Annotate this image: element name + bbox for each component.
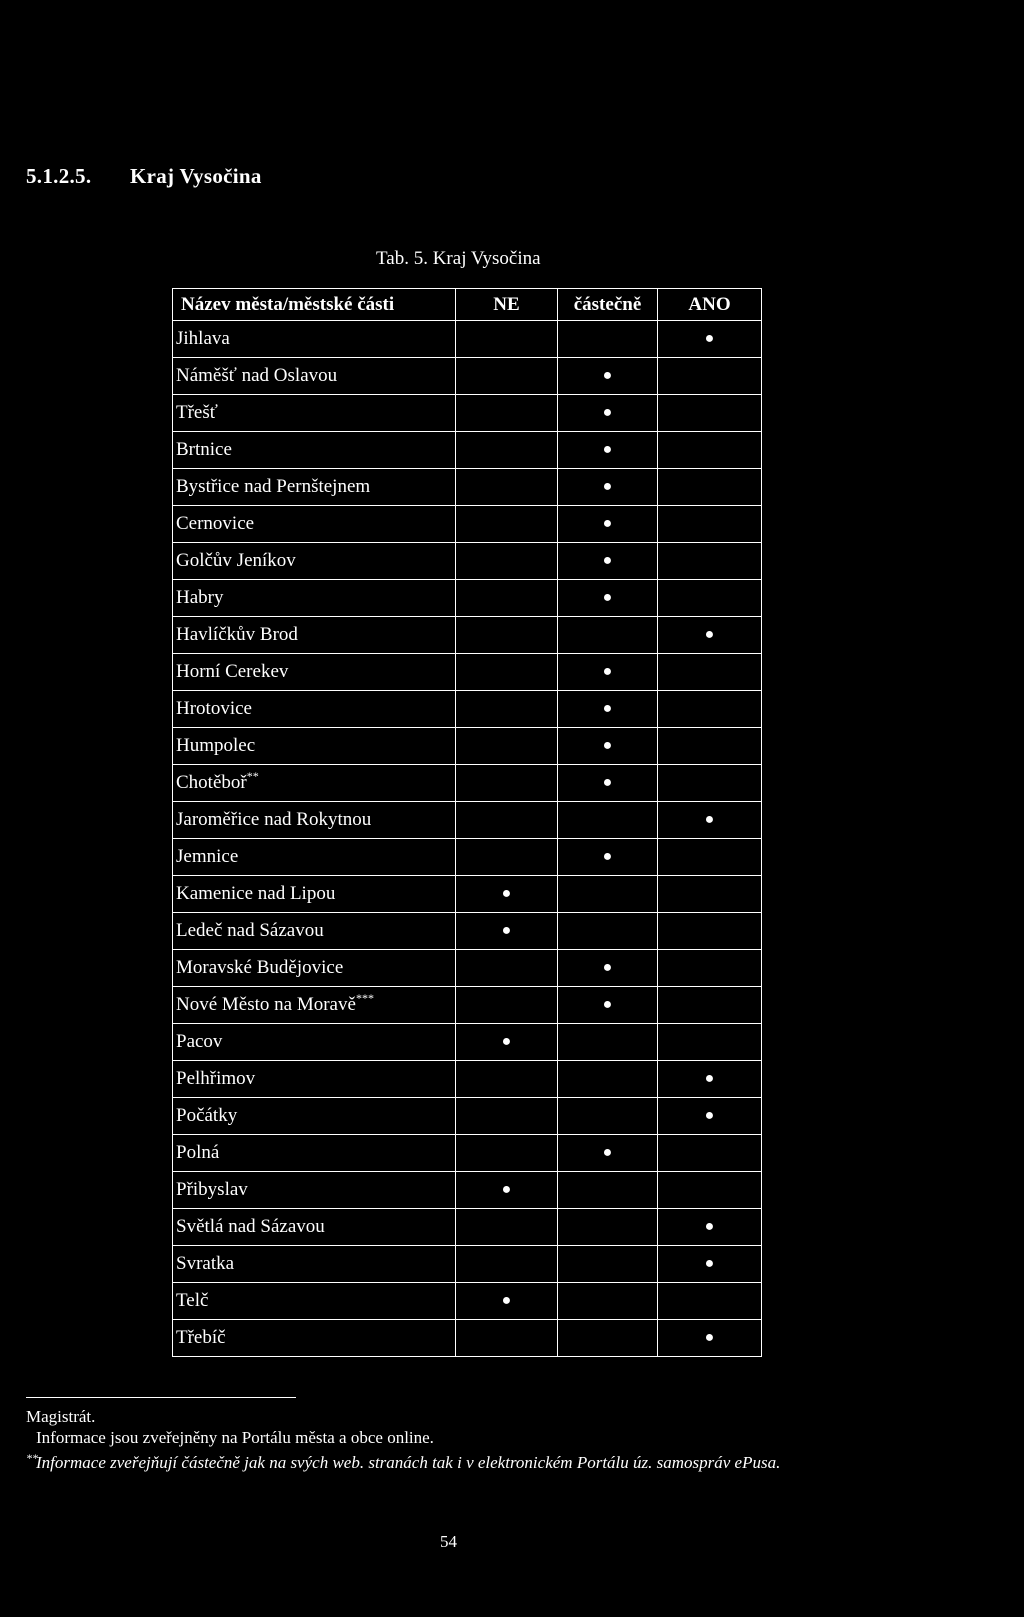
footnote-text: Informace zveřejňují částečně jak na svých web. stranách tak i v elektronickém Portálu úz. samospráv ePusa. (36, 1453, 781, 1472)
dot-mark-icon: ● (602, 774, 613, 791)
city-name-cell (173, 321, 456, 358)
city-name-cell (173, 728, 456, 765)
dot-mark-icon: ● (704, 1255, 715, 1272)
cell-ano (658, 987, 762, 1024)
city-name: Ledeč nad Sázavou (176, 920, 324, 941)
cell-castecne (558, 765, 658, 802)
cell-ne (456, 987, 558, 1024)
cell-ne (456, 1209, 558, 1246)
table-row (173, 1172, 762, 1209)
cell-ano (658, 469, 762, 506)
cell-ano (658, 950, 762, 987)
city-name-cell (173, 1283, 456, 1320)
dot-mark-icon: ● (602, 700, 613, 717)
dot-mark-icon: ● (602, 959, 613, 976)
footnote-marker: ** (246, 769, 259, 783)
city-name-cell (173, 1061, 456, 1098)
table-row (173, 691, 762, 728)
cell-ano (658, 802, 762, 839)
cell-ano (658, 543, 762, 580)
cell-ano (658, 1098, 762, 1135)
city-name-cell (173, 691, 456, 728)
table-row (173, 950, 762, 987)
city-name: Přibyslav (176, 1179, 248, 1200)
table-caption: Tab. 5. Kraj Vysočina (376, 248, 541, 269)
footnote (26, 1406, 780, 1427)
city-name-cell (173, 1024, 456, 1061)
city-name-cell (173, 1172, 456, 1209)
city-name-cell (173, 1320, 456, 1357)
dot-mark-icon: ● (704, 330, 715, 347)
city-name: Pelhřimov (176, 1068, 256, 1089)
footnote-text: Magistrát. (26, 1407, 96, 1426)
city-name: Chotěboř (176, 772, 247, 793)
table-row (173, 469, 762, 506)
cell-ne (456, 432, 558, 469)
table-row (173, 321, 762, 358)
table-row (173, 395, 762, 432)
cell-ne (456, 1172, 558, 1209)
cell-castecne (558, 987, 658, 1024)
table-row (173, 839, 762, 876)
cell-ano (658, 1024, 762, 1061)
cell-ano (658, 1320, 762, 1357)
table-row (173, 1320, 762, 1357)
cell-castecne (558, 1061, 658, 1098)
cell-ne (456, 876, 558, 913)
dot-mark-icon: ● (602, 589, 613, 606)
city-name: Jemnice (176, 846, 239, 867)
header-ano: ANO (658, 289, 762, 321)
cell-castecne (558, 580, 658, 617)
footnote-text: Informace jsou zveřejněny na Portálu města a obce online. (36, 1428, 434, 1447)
city-name: Humpolec (176, 735, 256, 756)
cell-ano (658, 728, 762, 765)
city-name-cell (173, 913, 456, 950)
table-header-row (173, 289, 762, 321)
cell-ano (658, 1283, 762, 1320)
table-row (173, 1024, 762, 1061)
cell-ano (658, 580, 762, 617)
city-name: Havlíčkův Brod (176, 624, 298, 645)
city-name: Kamenice nad Lipou (176, 883, 336, 904)
cell-ne (456, 913, 558, 950)
city-name-cell (173, 432, 456, 469)
dot-mark-icon: ● (602, 515, 613, 532)
footnote-marker: ** (26, 1451, 38, 1465)
cell-ne (456, 321, 558, 358)
footnote-marker: *** (355, 991, 374, 1005)
cell-castecne (558, 654, 658, 691)
dot-mark-icon: ● (602, 441, 613, 458)
section-heading (26, 164, 262, 189)
cell-ano (658, 506, 762, 543)
cell-castecne (558, 432, 658, 469)
table-row (173, 1209, 762, 1246)
cell-ne (456, 506, 558, 543)
cell-castecne (558, 506, 658, 543)
dot-mark-icon: ● (602, 478, 613, 495)
table-row (173, 765, 762, 802)
city-name-cell (173, 469, 456, 506)
city-name: Jihlava (176, 328, 230, 349)
city-name-cell (173, 580, 456, 617)
city-name-cell (173, 543, 456, 580)
cell-castecne (558, 395, 658, 432)
city-name-cell (173, 358, 456, 395)
cell-ano (658, 913, 762, 950)
city-name: Hrotovice (176, 698, 252, 719)
city-name: Počátky (176, 1105, 238, 1126)
city-name: Polná (176, 1142, 220, 1163)
cell-ne (456, 765, 558, 802)
city-name-cell (173, 617, 456, 654)
cell-castecne (558, 543, 658, 580)
cell-ne (456, 543, 558, 580)
table-row (173, 617, 762, 654)
cell-castecne (558, 913, 658, 950)
cell-ano (658, 1135, 762, 1172)
cell-castecne (558, 1135, 658, 1172)
table-row (173, 580, 762, 617)
dot-mark-icon: ● (501, 1033, 512, 1050)
cell-castecne (558, 876, 658, 913)
cell-ne (456, 1135, 558, 1172)
city-name: Golčův Jeníkov (176, 550, 296, 571)
dot-mark-icon: ● (602, 367, 613, 384)
page-number: 54 (440, 1532, 457, 1551)
dot-mark-icon: ● (704, 1218, 715, 1235)
cell-ne (456, 950, 558, 987)
city-name: Moravské Budějovice (176, 957, 344, 978)
dot-mark-icon: ● (704, 626, 715, 643)
cell-ne (456, 1246, 558, 1283)
cell-ano (658, 1209, 762, 1246)
cell-ne (456, 1320, 558, 1357)
header-city-name: Název města/městské části (173, 289, 456, 321)
cell-ne (456, 654, 558, 691)
header-ne: NE (456, 289, 558, 321)
section-title: Kraj Vysočina (130, 164, 262, 188)
cell-castecne (558, 469, 658, 506)
city-name: Třešť (176, 402, 218, 423)
city-name: Brtnice (176, 439, 232, 460)
cell-ano (658, 1246, 762, 1283)
dot-mark-icon: ● (704, 1329, 715, 1346)
cell-ne (456, 802, 558, 839)
header-castecne: částečně (558, 289, 658, 321)
table-row (173, 876, 762, 913)
city-name-cell (173, 876, 456, 913)
footnote (26, 1427, 780, 1448)
cell-ne (456, 691, 558, 728)
city-name-cell (173, 765, 456, 802)
city-name: Horní Cerekev (176, 661, 289, 682)
table-row (173, 1283, 762, 1320)
cell-ne (456, 1024, 558, 1061)
section-number: 5.1.2.5. (26, 164, 92, 188)
cell-ne (456, 839, 558, 876)
dot-mark-icon: ● (704, 811, 715, 828)
table-row (173, 802, 762, 839)
cell-castecne (558, 617, 658, 654)
cell-castecne (558, 950, 658, 987)
cell-ano (658, 839, 762, 876)
cell-castecne (558, 802, 658, 839)
dot-mark-icon: ● (501, 1181, 512, 1198)
city-name-cell (173, 1246, 456, 1283)
city-name-cell (173, 802, 456, 839)
cell-ne (456, 358, 558, 395)
cell-castecne (558, 1209, 658, 1246)
footnote (26, 1448, 780, 1473)
cell-castecne (558, 691, 658, 728)
city-name-cell (173, 506, 456, 543)
cell-ne (456, 1283, 558, 1320)
city-name: Habry (176, 587, 224, 608)
cell-ano (658, 432, 762, 469)
cell-castecne (558, 1024, 658, 1061)
cell-ano (658, 691, 762, 728)
table-row (173, 1246, 762, 1283)
cell-ne (456, 580, 558, 617)
city-name: Svratka (176, 1253, 235, 1274)
city-name: Náměšť nad Oslavou (176, 365, 338, 386)
cell-castecne (558, 1283, 658, 1320)
cell-castecne (558, 358, 658, 395)
city-name-cell (173, 1209, 456, 1246)
table-row (173, 432, 762, 469)
dot-mark-icon: ● (602, 663, 613, 680)
dot-mark-icon: ● (602, 552, 613, 569)
dot-mark-icon: ● (501, 885, 512, 902)
city-name: Nové Město na Moravě (176, 994, 356, 1015)
cell-castecne (558, 1172, 658, 1209)
footnotes (26, 1406, 780, 1473)
city-name-cell (173, 1098, 456, 1135)
city-name-cell (173, 1135, 456, 1172)
cell-ne (456, 395, 558, 432)
cell-ne (456, 728, 558, 765)
city-name: Jaroměřice nad Rokytnou (176, 809, 372, 830)
cell-ano (658, 1061, 762, 1098)
cell-ano (658, 1172, 762, 1209)
table-row (173, 1098, 762, 1135)
table-row (173, 1135, 762, 1172)
table-row (173, 1061, 762, 1098)
city-name-cell (173, 987, 456, 1024)
dot-mark-icon: ● (704, 1107, 715, 1124)
cell-ne (456, 617, 558, 654)
city-name: Cernovice (176, 513, 255, 534)
city-name-cell (173, 839, 456, 876)
city-name: Telč (176, 1290, 209, 1311)
dot-mark-icon: ● (501, 1292, 512, 1309)
availability-table (172, 288, 762, 1357)
cell-ano (658, 876, 762, 913)
city-name-cell (173, 654, 456, 691)
table-row (173, 728, 762, 765)
cell-ne (456, 469, 558, 506)
table-row (173, 358, 762, 395)
dot-mark-icon: ● (602, 996, 613, 1013)
cell-ano (658, 358, 762, 395)
dot-mark-icon: ● (602, 404, 613, 421)
dot-mark-icon: ● (602, 737, 613, 754)
city-name: Světlá nad Sázavou (176, 1216, 325, 1237)
city-name: Pacov (176, 1031, 223, 1052)
cell-ano (658, 765, 762, 802)
dot-mark-icon: ● (602, 848, 613, 865)
cell-ano (658, 654, 762, 691)
cell-ne (456, 1061, 558, 1098)
dot-mark-icon: ● (602, 1144, 613, 1161)
table-row (173, 654, 762, 691)
city-name: Bystřice nad Pernštejnem (176, 476, 371, 497)
table-row (173, 987, 762, 1024)
cell-ano (658, 395, 762, 432)
cell-castecne (558, 1320, 658, 1357)
city-name-cell (173, 950, 456, 987)
cell-castecne (558, 728, 658, 765)
cell-castecne (558, 321, 658, 358)
cell-castecne (558, 839, 658, 876)
cell-ne (456, 1098, 558, 1135)
dot-mark-icon: ● (501, 922, 512, 939)
cell-castecne (558, 1098, 658, 1135)
city-name-cell (173, 395, 456, 432)
table-row (173, 913, 762, 950)
cell-castecne (558, 1246, 658, 1283)
table-body (173, 321, 762, 1357)
footnote-divider (26, 1397, 296, 1398)
cell-ano (658, 617, 762, 654)
dot-mark-icon: ● (704, 1070, 715, 1087)
city-name: Třebíč (176, 1327, 226, 1348)
cell-ano (658, 321, 762, 358)
table-row (173, 543, 762, 580)
table-row (173, 506, 762, 543)
